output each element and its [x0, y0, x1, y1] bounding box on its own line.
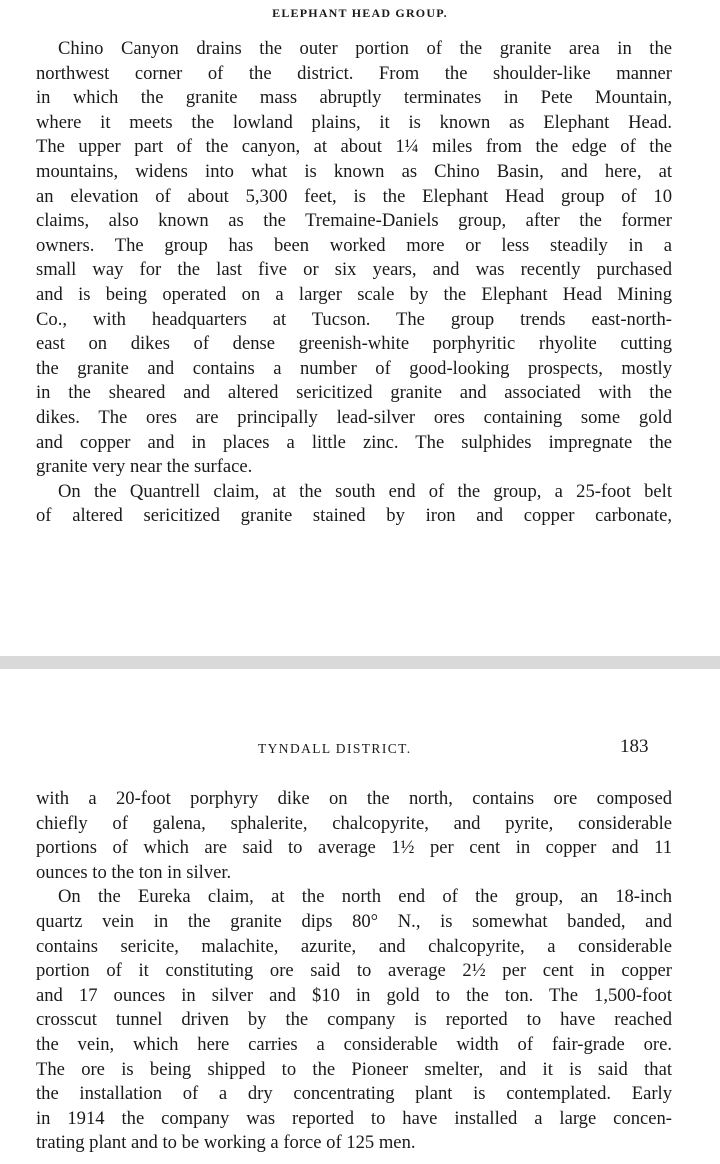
- text-line: and copper and in places a little zinc. The sulphides impregnate the: [36, 431, 672, 453]
- text-line: On the Eureka claim, at the north end of the group, an 18-inch: [58, 886, 672, 908]
- text-line: crosscut tunnel driven by the company is reported to have reached: [36, 1009, 672, 1031]
- text-line: east on dikes of dense greenish-white porphyritic rhyolite cutting: [36, 333, 672, 355]
- text-line: and is being operated on a larger scale by the Elephant Head Mining: [36, 283, 672, 305]
- page-divider: [0, 656, 720, 669]
- text-line: the granite and contains a number of good-looking prospects, mostly: [36, 357, 672, 379]
- text-line: Chino Canyon drains the outer portion of the granite area in the: [58, 38, 672, 59]
- text-line: Co., with headquarters at Tucson. The group trends east-north-: [36, 308, 672, 330]
- body-text: [36, 787, 672, 1156]
- text-line: mountains, widens into what is known as Chino Basin, and here, at: [36, 160, 672, 182]
- text-line: granite very near the surface.: [36, 456, 253, 478]
- text-line: quartz vein in the granite dips 80° N., is somewhat banded, and: [36, 910, 672, 932]
- text-line: and 17 ounces in silver and $10 in gold to the ton. The 1,500-foot: [36, 984, 672, 1006]
- page-number: 183: [620, 736, 649, 757]
- text-line: in the sheared and altered sericitized granite and associated with the: [36, 382, 672, 404]
- text-line: trating plant and to be working a force of 125 men.: [36, 1132, 416, 1154]
- text-line: portions of which are said to average 1½ per cent in copper and 11: [36, 837, 672, 859]
- text-line: ounces to the ton in silver.: [36, 861, 232, 883]
- running-head: ELEPHANT HEAD GROUP.: [272, 6, 448, 20]
- text-line: The ore is being shipped to the Pioneer smelter, and it is said that: [36, 1058, 672, 1080]
- text-line: where it meets the lowland plains, it is known as Elephant Head.: [36, 111, 672, 133]
- text-line: northwest corner of the district. From the shoulder-like manner: [36, 62, 672, 84]
- text-line: portion of it constituting ore said to average 2½ per cent in copper: [36, 960, 672, 982]
- text-line: owners. The group has been worked more or less steadily in a: [36, 234, 672, 256]
- text-line: with a 20-foot porphyry dike on the north, contains ore composed: [36, 788, 672, 809]
- text-line: The upper part of the canyon, at about 1¼ miles from the edge of the: [36, 136, 672, 158]
- text-line: small way for the last five or six years, and was recently purchased: [36, 259, 672, 281]
- text-line: an elevation of about 5,300 feet, is the Elephant Head group of 10: [36, 185, 672, 207]
- text-line: in which the granite mass abruptly terminates in Pete Mountain,: [36, 87, 672, 109]
- text-line: claims, also known as the Tremaine-Daniels group, after the former: [36, 210, 672, 232]
- text-line: chiefly of galena, sphalerite, chalcopyrite, and pyrite, considerable: [36, 812, 672, 834]
- text-line: of altered sericitized granite stained by iron and copper carbonate,: [36, 505, 672, 527]
- text-line: the installation of a dry concentrating plant is contemplated. Early: [36, 1083, 672, 1105]
- text-line: the vein, which here carries a considerable width of fair-grade ore.: [36, 1033, 672, 1055]
- text-line: contains sericite, malachite, azurite, and chalcopyrite, a considerable: [36, 935, 672, 957]
- text-line: On the Quantrell claim, at the south end of the group, a 25-foot belt: [58, 480, 672, 502]
- text-line: in 1914 the company was reported to have installed a large concen-: [36, 1107, 672, 1129]
- text-line: dikes. The ores are principally lead-silver ores containing some gold: [36, 406, 672, 428]
- running-head: TYNDALL DISTRICT.: [258, 741, 412, 756]
- body-text: [36, 37, 672, 529]
